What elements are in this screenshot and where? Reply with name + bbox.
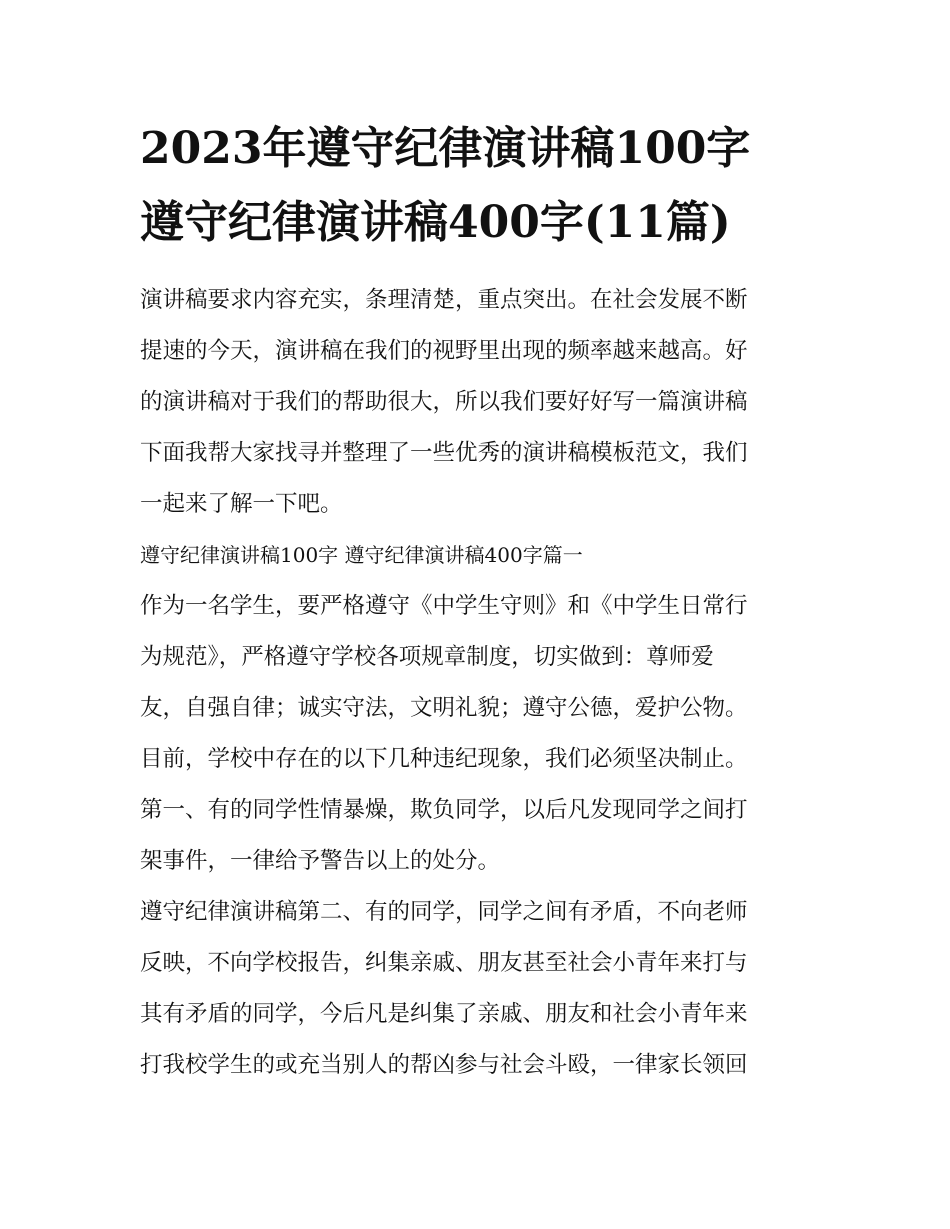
title-line: 2023年遵守纪律演讲稿100字 bbox=[140, 123, 751, 174]
paragraph-line: 友，自强自律；诚实守法，文明礼貌；遵守公德，爱护公物。 bbox=[140, 695, 748, 721]
paragraph-line: 反映，不向学校报告，纠集亲戚、朋友甚至社会小青年来打与 bbox=[140, 950, 748, 976]
paragraph-line: 其有矛盾的同学，今后凡是纠集了亲戚、朋友和社会小青年来 bbox=[140, 1001, 748, 1027]
paragraph-line: 第一、有的同学性情暴燥，欺负同学，以后凡发现同学之间打 bbox=[140, 797, 748, 823]
section-heading: 遵守纪律演讲稿100字 遵守纪律演讲稿400字篇一 bbox=[140, 543, 583, 567]
paragraph-line: 作为一名学生，要严格遵守《中学生守则》和《中学生日常行 bbox=[140, 593, 748, 619]
document-title bbox=[140, 112, 830, 260]
paragraph-line: 架事件，一律给予警告以上的处分。 bbox=[140, 848, 501, 874]
paragraph-line: 提速的今天，演讲稿在我们的视野里出现的频率越来越高。好 bbox=[140, 338, 748, 364]
paragraph-line: 打我校学生的或充当别人的帮凶参与社会斗殴，一律家长领回 bbox=[140, 1052, 748, 1078]
paragraph-line: 演讲稿要求内容充实，条理清楚，重点突出。在社会发展不断 bbox=[140, 287, 748, 313]
document-body bbox=[140, 280, 830, 1096]
paragraph-line: 目前，学校中存在的以下几种违纪现象，我们必须坚决制止。 bbox=[140, 746, 748, 772]
paragraph-line: 为规范》，严格遵守学校各项规章制度，切实做到：尊师爱 bbox=[140, 644, 714, 670]
title-line: 遵守纪律演讲稿400字(11篇) bbox=[140, 197, 731, 248]
paragraph-line: 下面我帮大家找寻并整理了一些优秀的演讲稿模板范文，我们 bbox=[140, 440, 748, 466]
paragraph-line: 的演讲稿对于我们的帮助很大，所以我们要好好写一篇演讲稿 bbox=[140, 389, 748, 415]
paragraph-line: 一起来了解一下吧。 bbox=[140, 491, 343, 517]
paragraph-line: 遵守纪律演讲稿第二、有的同学，同学之间有矛盾，不向老师 bbox=[140, 899, 748, 925]
